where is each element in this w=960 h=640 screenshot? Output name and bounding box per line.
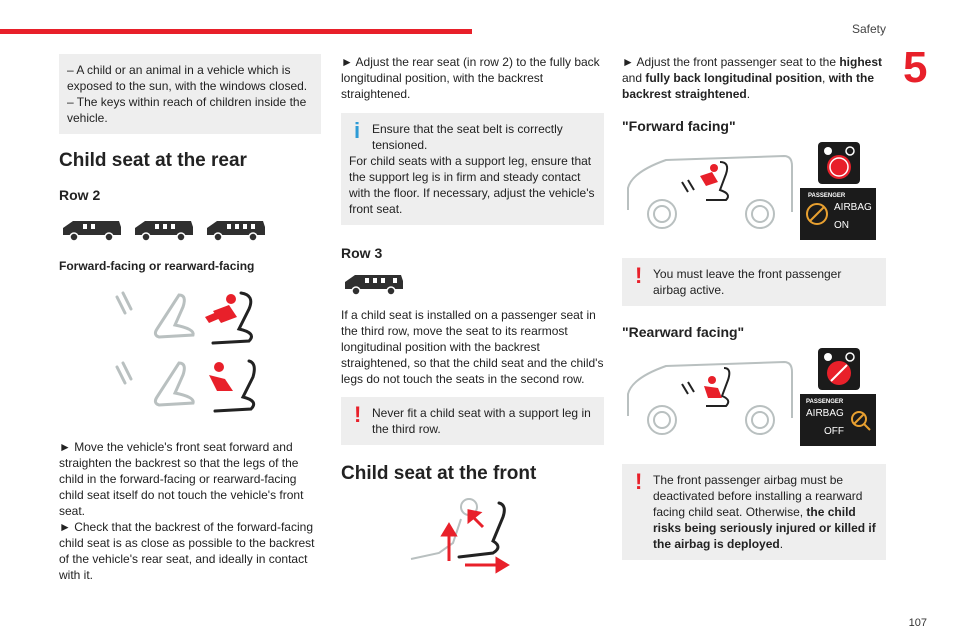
- airbag-switch-off-icon: [818, 348, 860, 390]
- child-seat-rear-illustration: [109, 289, 259, 419]
- column-2: [341, 54, 604, 575]
- warning-icon: !: [635, 263, 643, 288]
- warning-notice-forward: [622, 258, 886, 306]
- warning-text: Never fit a child seat with a support leg in the third row.: [372, 406, 591, 436]
- header-accent-bar: [0, 29, 472, 34]
- airbag-off-icon: [850, 410, 872, 432]
- van-icon: [203, 217, 267, 243]
- info-text: Ensure that the seat belt is correctly tensioned.: [372, 122, 563, 152]
- instruction-text: ► Check that the backrest of the forward-facing child seat is as close as possible to the backrest of the vehicle's rear seat, and ideally in contact with it.: [59, 520, 315, 582]
- warning-line: – A child or an animal in a vehicle which is exposed to the sun, with the windows closed.: [67, 63, 308, 93]
- car-silhouette-rearward: [626, 358, 798, 438]
- instruction-text: ► Move the vehicle's front seat forward and straighten the backrest so that the legs of the child in the forward-facing or rearward-facing child seat itself do not touch the vehicle's front seat.: [59, 440, 304, 518]
- warning-icon: !: [635, 469, 643, 494]
- rearward-facing-figure: [622, 348, 886, 454]
- rearward-facing-heading: "Rearward facing": [622, 324, 745, 340]
- info-notice: [341, 113, 604, 225]
- warning-notice-rearward: [622, 464, 886, 560]
- van-icon: [59, 217, 123, 243]
- chapter-number: 5: [903, 43, 928, 92]
- row-3-label: Row 3: [341, 245, 383, 261]
- van-icon: [131, 217, 195, 243]
- info-text: For child seats with a support leg, ensure that the support leg is in firm and steady contact with the floor. If necessary, adjust the vehicle's front seat.: [349, 154, 595, 216]
- forward-facing-figure: [622, 142, 886, 248]
- column-3: [622, 54, 886, 560]
- airbag-switch-on-icon: [818, 142, 860, 184]
- continued-warning-box: [59, 54, 321, 134]
- row-2-label: Row 2: [59, 187, 101, 203]
- info-icon: i: [354, 118, 361, 143]
- heading-child-seat-rear: Child seat at the rear: [59, 150, 247, 171]
- front-seat-adjust-illustration: [403, 497, 513, 575]
- van-icon: [341, 271, 405, 297]
- instruction-text: ► Adjust the rear seat (in row 2) to the fully back longitudinal position, with the backrest straightened.: [341, 55, 600, 101]
- warning-notice: [341, 397, 604, 445]
- warning-text: The front passenger airbag must be deactivated before installing a rearward facing child seat. Otherwise, the child risks being seriously injured or killed if the airbag is deployed.: [653, 473, 876, 551]
- warning-icon: !: [354, 402, 362, 427]
- airbag-on-indicator: PASSENGER AIRBAG ON: [800, 188, 876, 240]
- row-3-text: If a child seat is installed on a passenger seat in the third row, move the seat to its rearmost longitudinal position with the backrest straightened, so that the child seat and the child's legs do not touch the seats in the second row.: [341, 308, 604, 386]
- warning-line: – The keys within reach of children inside the vehicle.: [67, 95, 307, 125]
- airbag-off-indicator: PASSENGER AIRBAG OFF: [800, 394, 876, 446]
- instruction-text: ► Adjust the front passenger seat to the highest and fully back longitudinal position, with the backrest straightened.: [622, 55, 883, 101]
- airbag-icon: [805, 202, 829, 226]
- row-2-vehicle-icons: [59, 211, 321, 251]
- warning-text: You must leave the front passenger airbag active.: [653, 267, 842, 297]
- section-title: Safety: [851, 22, 886, 36]
- forward-facing-heading: "Forward facing": [622, 118, 736, 134]
- heading-child-seat-front: Child seat at the front: [341, 463, 537, 484]
- facing-subheading: Forward-facing or rearward-facing: [59, 259, 255, 273]
- column-1: [59, 54, 321, 583]
- page-number: 107: [908, 617, 927, 629]
- car-silhouette-forward: [626, 152, 798, 232]
